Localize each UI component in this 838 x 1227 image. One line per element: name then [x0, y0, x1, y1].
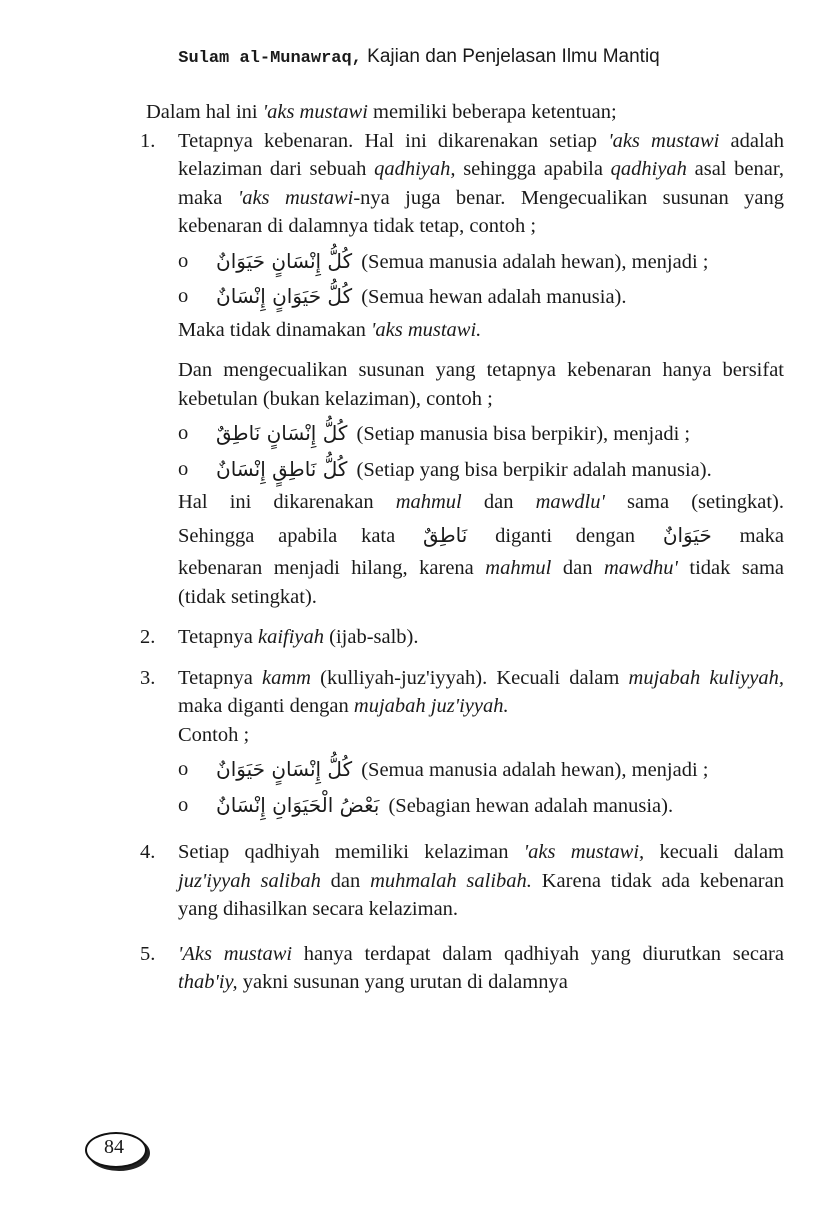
item1-paragraph-3-rest: [178, 554, 784, 611]
list-number-1: 1.: [140, 129, 156, 152]
text-run: Hal ini dikarenakan: [178, 491, 396, 513]
bullet-circle: o: [178, 758, 189, 780]
bullet-circle: o: [178, 457, 189, 480]
arabic-example: كُلُّ إِنْسَانٍ نَاطِقٌ: [216, 421, 348, 445]
text-run: dan: [551, 557, 604, 579]
example-item: [178, 791, 784, 821]
item5-paragraph: [178, 940, 784, 997]
item1-paragraph-2: Dan mengecualikan susunan yang tetapnya kebenaran hanya bersifat kebetulan (bukan kelaziman), contoh ;: [178, 359, 784, 410]
arabic-example: كُلُّ حَيَوَانٍ إِنْسَانٌ: [216, 284, 353, 308]
arabic-example: كُلُّ نَاطِقٍ إِنْسَانٌ: [216, 456, 348, 481]
item2-term: kaifiyah: [257, 626, 325, 648]
example-item: [178, 419, 784, 449]
text-run: Tetapnya: [178, 666, 262, 689]
example-translation: (Sebagian hewan adalah manusia).: [388, 794, 674, 817]
italic-term: 'aks mustawi: [608, 129, 720, 152]
item1-paragraph-1: [178, 127, 784, 241]
italic-term: mahmul: [485, 557, 552, 579]
list-item-4: [140, 838, 784, 924]
arabic-example: كُلُّ إِنْسَانٍ حَيَوَانٌ: [216, 248, 353, 273]
text-run: kecuali dalam: [644, 841, 784, 863]
text-run: sama (setingkat).: [604, 491, 784, 513]
italic-term: 'Aks mustawi: [178, 942, 293, 965]
list-item-3: [140, 664, 784, 821]
italic-term: thab'iy,: [178, 971, 238, 993]
text-run: sehingga apabila: [455, 158, 611, 180]
list-item-1: [140, 127, 785, 612]
item2-text-end: (ijab-salb).: [324, 626, 419, 648]
intro-text-end: memiliki beberapa ketentuan;: [367, 101, 617, 123]
conclusion-term: 'aks mustawi.: [370, 318, 482, 341]
header-title-part2: Kajian dan Penjelasan Ilmu Mantiq: [361, 46, 660, 67]
text-run: -nya juga benar. Mengecualikan susunan yang kebenaran di dalamnya tidak tetap, contoh ;: [178, 186, 784, 237]
list-number-2: 2.: [140, 626, 156, 648]
text-run: Tetapnya kebenaran. Hal ini dikarenakan setiap: [178, 129, 609, 152]
italic-term: qadhiyah: [610, 158, 687, 180]
text-run: hanya terdapat dalam qadhiyah yang diurutkan secara: [292, 942, 784, 965]
item3-contoh: Contoh ;: [178, 723, 250, 746]
list-item-5: [140, 940, 784, 997]
item1-paragraph-3-line1: [178, 488, 784, 517]
example-item: [178, 455, 784, 485]
header-title-part1: Sulam al-Munawraq,: [178, 49, 362, 68]
bullet-circle: o: [178, 285, 189, 307]
item4-paragraph: [178, 838, 784, 924]
text-run: dan: [461, 491, 536, 513]
item1-paragraph-3-line2: [178, 521, 784, 551]
italic-term: 'aks mustawi: [237, 186, 354, 209]
page-number-badge: [85, 1132, 145, 1168]
arabic-word: نَاطِقٌ: [423, 522, 468, 547]
item2-text: Tetapnya: [178, 626, 258, 648]
italic-term: mahmul: [395, 491, 462, 513]
bullet-circle: o: [178, 422, 189, 444]
intro-text: Dalam hal ini: [146, 101, 263, 123]
text-run: Karena tidak ada kebenaran yang dihasilkan secara kelaziman.: [178, 869, 784, 920]
item1-conclusion: [178, 316, 784, 345]
italic-term: muhmalah salibah.: [370, 869, 532, 892]
list-number-4: 4.: [140, 841, 156, 863]
text-run: yakni susunan yang urutan di dalamnya: [237, 971, 568, 993]
text-run: Setiap qadhiyah memiliki kelaziman: [178, 841, 524, 863]
page-body: [140, 98, 785, 997]
text-run: maka diganti dengan: [178, 695, 354, 717]
arabic-example: كُلُّ إِنْسَانٍ حَيَوَانٌ: [216, 757, 353, 781]
page-number: 84: [104, 1136, 124, 1158]
text-run: (kulliyah-juz'iyyah). Kecuali dalam: [310, 666, 629, 689]
italic-term: mujabah juz'iyyah.: [353, 695, 509, 717]
item2-paragraph: [178, 623, 784, 652]
arabic-word: حَيَوَانٌ: [662, 522, 712, 547]
bullet-circle: o: [178, 793, 189, 816]
intro-paragraph: [146, 98, 784, 127]
text-run: asal benar, maka: [178, 158, 785, 209]
example-translation: (Semua hewan adalah manusia).: [361, 286, 627, 308]
text-run: adalah kelaziman dari sebuah: [178, 129, 784, 180]
text-run: dan: [320, 869, 371, 892]
italic-term: juz'iyyah salibah: [178, 869, 321, 892]
italic-term: mawdlu': [535, 491, 605, 513]
italic-term: mawdhu': [603, 557, 678, 579]
running-header: [0, 46, 838, 68]
example-translation: (Setiap manusia bisa berpikir), menjadi ;: [356, 423, 691, 445]
p3-text: diganti dengan: [471, 524, 659, 547]
conclusion-text: Maka tidak dinamakan: [178, 318, 371, 341]
p3-text: maka: [715, 524, 784, 547]
list-number-5: 5.: [140, 942, 156, 965]
list-number-3: 3.: [140, 666, 156, 689]
example-translation: (Setiap yang bisa berpikir adalah manusia).: [356, 458, 712, 481]
example-translation: (Semua manusia adalah hewan), menjadi ;: [361, 759, 709, 781]
intro-term: 'aks mustawi: [262, 101, 368, 123]
item3-paragraph: [178, 664, 784, 721]
italic-term: qadhiyah,: [374, 158, 456, 180]
example-item: [178, 282, 784, 312]
example-item: [178, 247, 784, 277]
italic-term: mujabah kuliyyah,: [628, 666, 784, 689]
example-item: [178, 755, 784, 785]
list-item-2: [140, 623, 784, 652]
example-translation: (Semua manusia adalah hewan), menjadi ;: [361, 250, 709, 273]
p3-text: Sehingga apabila kata: [178, 524, 420, 547]
bullet-circle: o: [178, 249, 189, 272]
italic-term: 'aks mustawi,: [523, 841, 645, 863]
text-run: tidak sama (tidak setingkat).: [178, 557, 784, 608]
arabic-example: بَعْضُ الْحَيَوَانِ إِنْسَانٌ: [216, 792, 380, 817]
text-run: kebenaran menjadi hilang, karena: [178, 557, 486, 579]
italic-term: kamm: [262, 666, 311, 689]
